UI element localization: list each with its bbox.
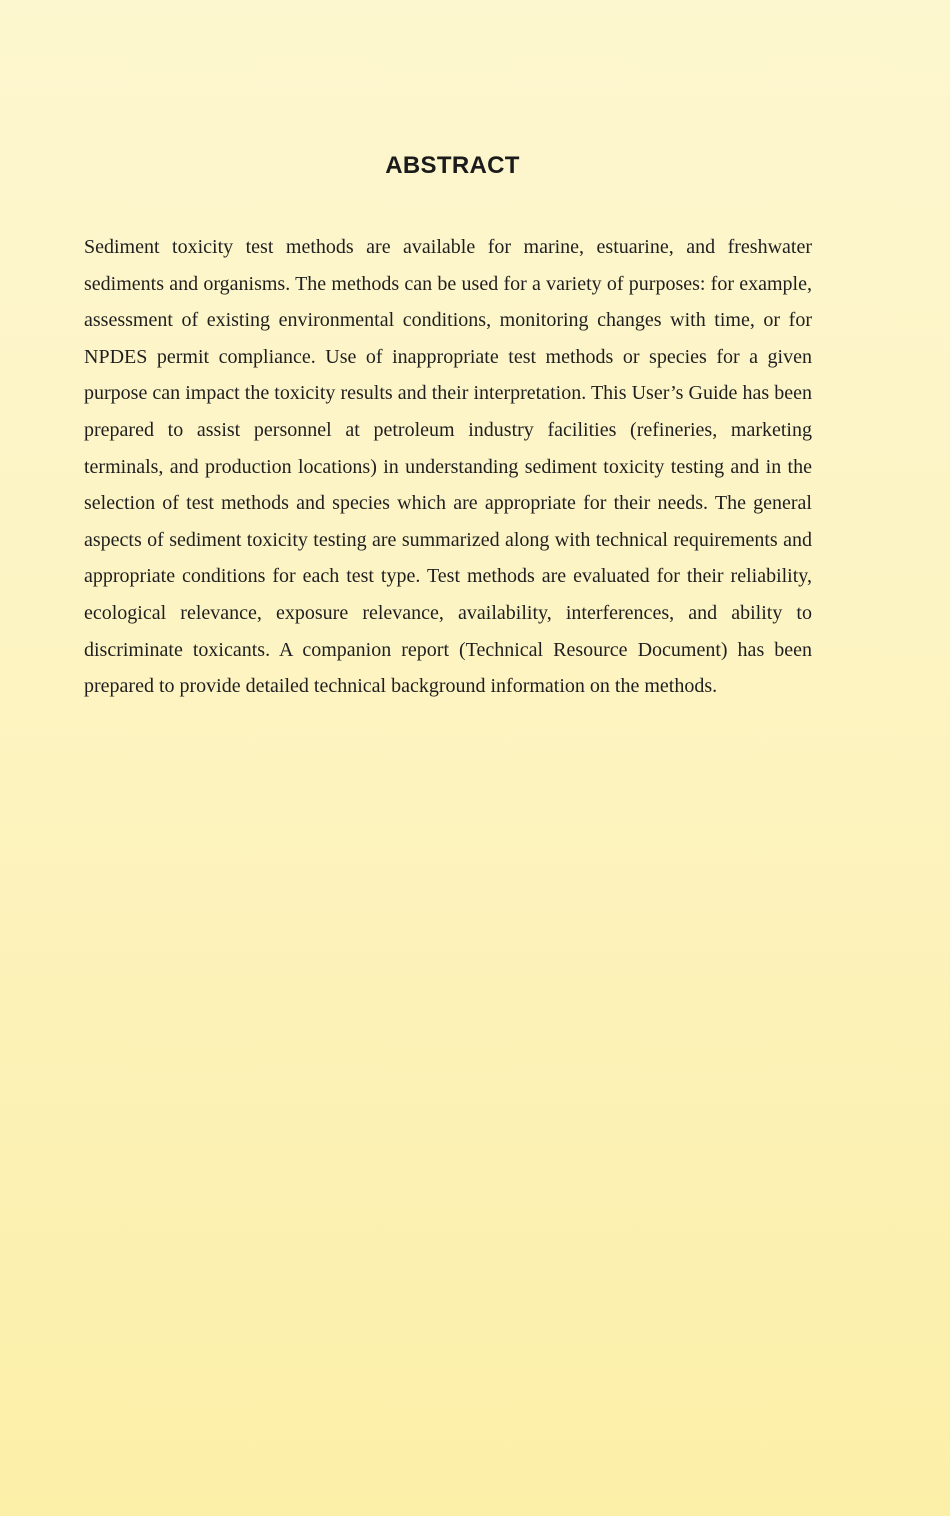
abstract-heading: ABSTRACT <box>385 152 520 179</box>
abstract-body: Sediment toxicity test methods are available for marine, estuarine, and freshwater sediments and organisms. The methods can be used for a variety of purposes: for example, assessment of existing environmental conditions, monitoring changes with time, or for NPDES permit compliance. Use of inappropriate test methods or species for a given purpose can impact the toxicity results and their interpretation. This User’s Guide has been prepared to assist personnel at petroleum industry facilities (refineries, marketing terminals, and production locations) in understanding sediment toxicity testing and in the selection of test methods and species which are appropriate for their needs. The general aspects of sediment toxicity testing are summarized along with technical requirements and appropriate conditions for each test type. Test methods are evaluated for their reliability, ecological relevance, exposure relevance, availability, interferences, and ability to discriminate toxicants. A companion report (Technical Resource Document) has been prepared to provide detailed technical background information on the methods. <box>84 236 812 698</box>
